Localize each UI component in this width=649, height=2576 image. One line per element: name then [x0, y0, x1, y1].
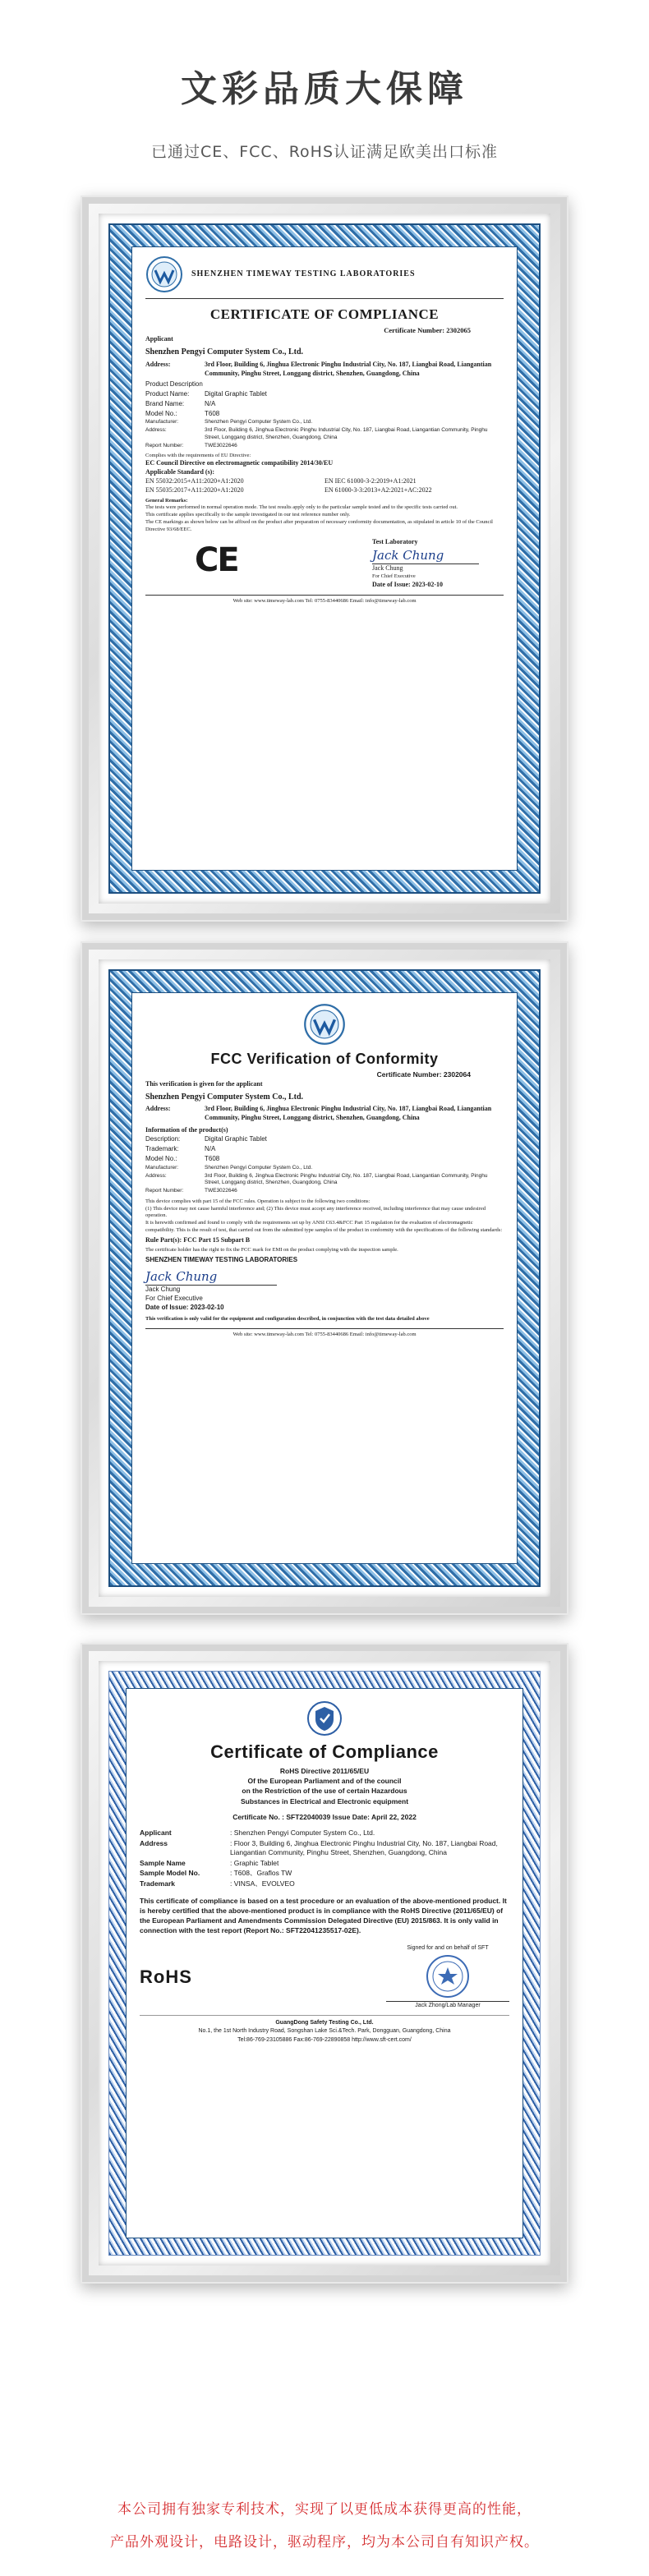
- standard-item: EN 55035:2017+A11:2020+A1:2020: [145, 485, 244, 494]
- compliance-statement: This certificate of compliance is based on a test procedure or an evaluation of the above-mentioned product. It is hereby certified that the above-mentioned product is in compliance with the RoHS Directive (2011/65/EU) of the European Parliament and Amendments Commission Delegated Directive (EU) 2015/863. It is only valid in connection with the test report (Report No.: SFT22041235517-02E).: [140, 1897, 507, 1934]
- model-label: Model No.:: [145, 409, 177, 417]
- company-contact: Tel:86-769-23105886 Fax:86-769-22890858 http://www.sft-cert.com/: [237, 2036, 412, 2043]
- sample-value: Graphic Tablet: [233, 1858, 279, 1867]
- signer-title: For Chief Executive: [372, 573, 416, 580]
- directive-line: Substances in Electrical and Electronic equipment: [240, 1796, 409, 1806]
- model-value: T608: [205, 409, 220, 417]
- sft-logo-icon: [306, 1700, 343, 1736]
- report-value: TWE3022646: [205, 442, 237, 448]
- signer-name: Jack Chung: [372, 564, 479, 573]
- desc-value: Digital Graphic Tablet: [205, 1135, 267, 1143]
- complies-text: Complies with the requirements of EU Directive:: [145, 452, 251, 458]
- applicant-name: Shenzhen Pengyi Computer System Co., Ltd.: [233, 1828, 375, 1838]
- trademark-value: N/A: [205, 1145, 216, 1153]
- address-label: Address:: [145, 360, 171, 368]
- standard-item: EN 61000-3-3:2013+A2:2021+AC:2022: [324, 485, 432, 494]
- given-for-text: This verification is given for the applicant: [145, 1079, 263, 1088]
- issue-date: Date of Issue: 2023-02-10: [145, 1303, 224, 1311]
- applicant-label: Applicant: [145, 335, 173, 343]
- signed-for-text: Signed for and on behalf of SFT: [407, 1944, 489, 1951]
- standards-label: Applicable Standard (s):: [145, 468, 215, 476]
- signer-title: For Chief Executive: [145, 1295, 203, 1303]
- brand-label: Brand Name:: [145, 399, 185, 407]
- ce-mark: CE: [195, 541, 238, 580]
- report-label: Report Number:: [145, 1188, 184, 1194]
- directive-text: EC Council Directive on electromagnetic compatibility 2014/30/EU: [145, 459, 334, 467]
- trademark-label: Trademark:: [145, 1145, 179, 1153]
- directive-line: on the Restriction of the use of certain Hazardous: [242, 1787, 407, 1796]
- signer-name: Jack Chung: [145, 1285, 277, 1295]
- validity-note: This verification is only valid for the equipment and configuration described, in conjunction with the test data detailed above: [145, 1315, 430, 1322]
- mfr-address-label: Address:: [145, 1172, 167, 1179]
- footer-line-1: 本公司拥有独家专利技术，实现了以更低成本获得更高的性能，: [117, 2501, 532, 2518]
- ce-certificate-frame: [81, 196, 568, 922]
- mfr-address-value: 3rd Floor, Building 6, Jinghua Electronic Pinghu Industrial City, No. 187, Liangbai Road, Liangantian Community, Pinghu Street, Longgang district, Shenzhen, Guangdong, China: [205, 1172, 488, 1186]
- rohs-certificate-frame: [81, 1643, 568, 2284]
- report-value: TWE3022646: [205, 1188, 237, 1194]
- address-value: Floor 3, Building 6, Jinghua Electronic Pinghu Industrial City, No. 187, Liangbai Road, Liangantian Community, Pinghu Street, Shenzhen, Guangdong, China: [230, 1838, 498, 1857]
- company-name: GuangDong Safety Testing Co., Ltd.: [275, 2019, 374, 2026]
- manufacturer-label: Manufacturer:: [145, 419, 179, 426]
- sample-model-value: T608、Graflos TW: [233, 1869, 292, 1878]
- certificate-number: Certificate Number: 2302065: [384, 325, 471, 334]
- timeway-logo-icon: [145, 255, 183, 293]
- trademark-label: Trademark: [140, 1879, 175, 1888]
- address-value: 3rd Floor, Building 6, Jinghua Electronic Pinghu Industrial City, No. 187, Liangbai Road, Liangantian Community, Pinghu Street, Longgang district, Shenzhen, Guangdong, China: [205, 1105, 492, 1121]
- rohs-certificate: Certificate of Compliance RoHS Directive 2011/65/EU Of the European Parliament and of the council on the Restriction of the use of certain Hazardous Substances in Electrical and Electronic equipment Certificate No. : SFT22040039 Issue Date: April 22, 2022 Applicant : Shenzhen Pengyi Computer System Co., Ltd. Address : Floor 3, Building 6, Jinghua Electronic Pinghu Industrial City, No. 187, Liangbai Road, Liangantian Community, Pinghu Street, Shenzhen, Guangdong, China Sample Name : Graphic Tablet Sample Model No. : T608、Graflos TW Trademark : VINSA、EVOLVEO This certificate of compliance is based on a test procedure or an evaluation of the above-mentioned product. It is hereby certified that the above-mentioned product is in compliance with the RoHS Directive (2011/65/EU) of the European Parliament and Amendments Commission Delegated Directive (EU) 2015/863. It is only valid in connection with the test report (Report No.: SFT22041235517-02E). RoHS Signed for and on behalf of SFT Jack Zhong/Lab Manager GuangDong Safety Testing Co., Ltd. No.1, the 1st North Industry Road, Songshan Lake Sci.&Tech. Park, Dongguan, Guangdong, China Tel:86-769-23105886 Fax:86-769-22890858 http://www.sft-cert.com/: [108, 1671, 541, 2256]
- manufacturer-label: Manufacturer:: [145, 1164, 179, 1171]
- rohs-mark: RoHS: [140, 1966, 192, 1987]
- address-label: Address:: [145, 1105, 171, 1113]
- rule-parts: Rule Part(s): FCC Part 15 Subpart B: [145, 1235, 251, 1244]
- fcc-certificate-frame: [81, 941, 568, 1615]
- certificate-title: CERTIFICATE OF COMPLIANCE: [209, 306, 440, 322]
- remark-text: The tests were performed in normal operation mode. The test results apply only to the particular sample tested and to the specific tests carried out.: [145, 504, 458, 511]
- mfr-address-value: 3rd Floor, Building 6, Jinghua Electronic Pinghu Industrial City, No. 187, Liangbai Road, Liangantian Community, Pinghu Street, Longgang district, Shenzhen, Guangdong, China: [205, 427, 488, 441]
- directive-line: Of the European Parliament and of the council: [247, 1777, 402, 1785]
- footer-line-2: 产品外观设计，电路设计，驱动程序，均为本公司自有知识产权。: [110, 2534, 539, 2551]
- brand-value: N/A: [205, 399, 216, 407]
- address-value: 3rd Floor, Building 6, Jinghua Electronic Pinghu Industrial City, No. 187, Liangbai Road, Liangantian Community, Pinghu Street, Longgang district, Shenzhen, Guangdong, China: [205, 360, 492, 377]
- remark-text: The CE markings as shown below can be affixed on the product after preparation of necessary conformity documentation, as stipulated in article 10 of the Council Directive 93/68/EEC.: [145, 518, 493, 532]
- standard-item: EN IEC 61000-3-2:2019+A1:2021: [324, 476, 417, 485]
- sample-model-label: Sample Model No.: [140, 1869, 200, 1878]
- remark-text: This certificate applies specifically to the sample investigated in our test reference number only.: [145, 512, 351, 518]
- trademark-value: VINSA、EVOLVEO: [233, 1879, 295, 1888]
- signature: Jack Chung: [145, 1269, 218, 1285]
- applicant-name: Shenzhen Pengyi Computer System Co., Ltd.: [145, 347, 304, 357]
- fcc-text: The certificate holder has the right to fix the FCC mark for EMI on the product complying with the inspection sample.: [145, 1246, 398, 1253]
- remarks-label: General Remarks:: [145, 497, 188, 504]
- issue-date: Date of Issue: 2023-02-10: [372, 580, 443, 588]
- sample-label: Sample Name: [140, 1858, 186, 1867]
- standard-item: EN 55032:2015+A11:2020+A1:2020: [145, 476, 244, 485]
- certificate-footer: Web site: www.timeway-lab.com Tel: 0755-83440686 Email: info@timeway-lab.com: [145, 1328, 504, 1339]
- address-label: Address: [140, 1838, 168, 1847]
- product-name-label: Product Name:: [145, 390, 190, 398]
- signer-name: Jack Zhong/Lab Manager: [386, 2001, 509, 2009]
- model-value: T608: [205, 1155, 220, 1163]
- product-info-label: Information of the product(s): [145, 1125, 228, 1134]
- fcc-text: This device complies with part 15 of the FCC rules. Operation is subject to the following two conditions:: [145, 1198, 371, 1204]
- model-label: Model No.:: [145, 1155, 177, 1163]
- manufacturer-value: Shenzhen Pengyi Computer System Co., Ltd.: [205, 419, 313, 426]
- fcc-text: (1) This device may not cause harmful interference and; (2) This device must accept any interference received, including interference that may cause undesired operation.: [145, 1205, 486, 1219]
- fcc-certificate: [108, 969, 541, 1587]
- directive-line: RoHS Directive 2011/65/EU: [279, 1766, 370, 1775]
- company-address: No.1, the 1st North Industry Road, Songshan Lake Sci.&Tech. Park, Dongguan, Guangdong, China: [198, 2028, 451, 2035]
- report-label: Report Number:: [145, 442, 184, 448]
- certificate-number: Certificate No. : SFT22040039 Issue Date: April 22, 2022: [232, 1812, 417, 1821]
- test-lab-label: Test Laboratory: [372, 538, 418, 546]
- certificate-title: FCC Verification of Conformity: [210, 1051, 439, 1067]
- ce-certificate: [108, 223, 541, 894]
- applicant-name: Shenzhen Pengyi Computer System Co., Ltd.: [145, 1092, 304, 1102]
- product-desc-label: Product Description: [145, 380, 203, 389]
- signature: Jack Chung: [372, 548, 444, 564]
- manufacturer-value: Shenzhen Pengyi Computer System Co., Ltd.: [205, 1164, 313, 1171]
- lab-name: SHENZHEN TIMEWAY TESTING LABORATORIES: [145, 1256, 298, 1264]
- timeway-logo-icon: [303, 1003, 346, 1046]
- desc-label: Description:: [145, 1135, 181, 1143]
- product-name: Digital Graphic Tablet: [205, 390, 267, 398]
- mfr-address-label: Address:: [145, 427, 167, 434]
- fcc-text: It is herewith confirmed and found to comply with the requirements set up by ANSI C63.4&FCC Part 15 regulation for the evaluation of electromagnetic compatibility. This is the result of test, that carried out from the submitted type samples of the product in conformity with the specifications of the following standards:: [145, 1220, 503, 1233]
- page-title: 文彩品质大保障: [181, 68, 468, 110]
- lab-name: SHENZHEN TIMEWAY TESTING LABORATORIES: [191, 269, 416, 279]
- company-seal-icon: [425, 1953, 471, 1999]
- certificate-number: Certificate Number: 2302064: [376, 1070, 471, 1079]
- certificate-title: Certificate of Compliance: [210, 1741, 439, 1762]
- page-subtitle: 已通过CE、FCC、RoHS认证满足欧美出口标准: [150, 143, 499, 161]
- applicant-label: Applicant: [140, 1828, 172, 1838]
- certificate-footer: Web site: www.timeway-lab.com Tel: 0755-83440686 Email: info@timeway-lab.com: [145, 595, 504, 605]
